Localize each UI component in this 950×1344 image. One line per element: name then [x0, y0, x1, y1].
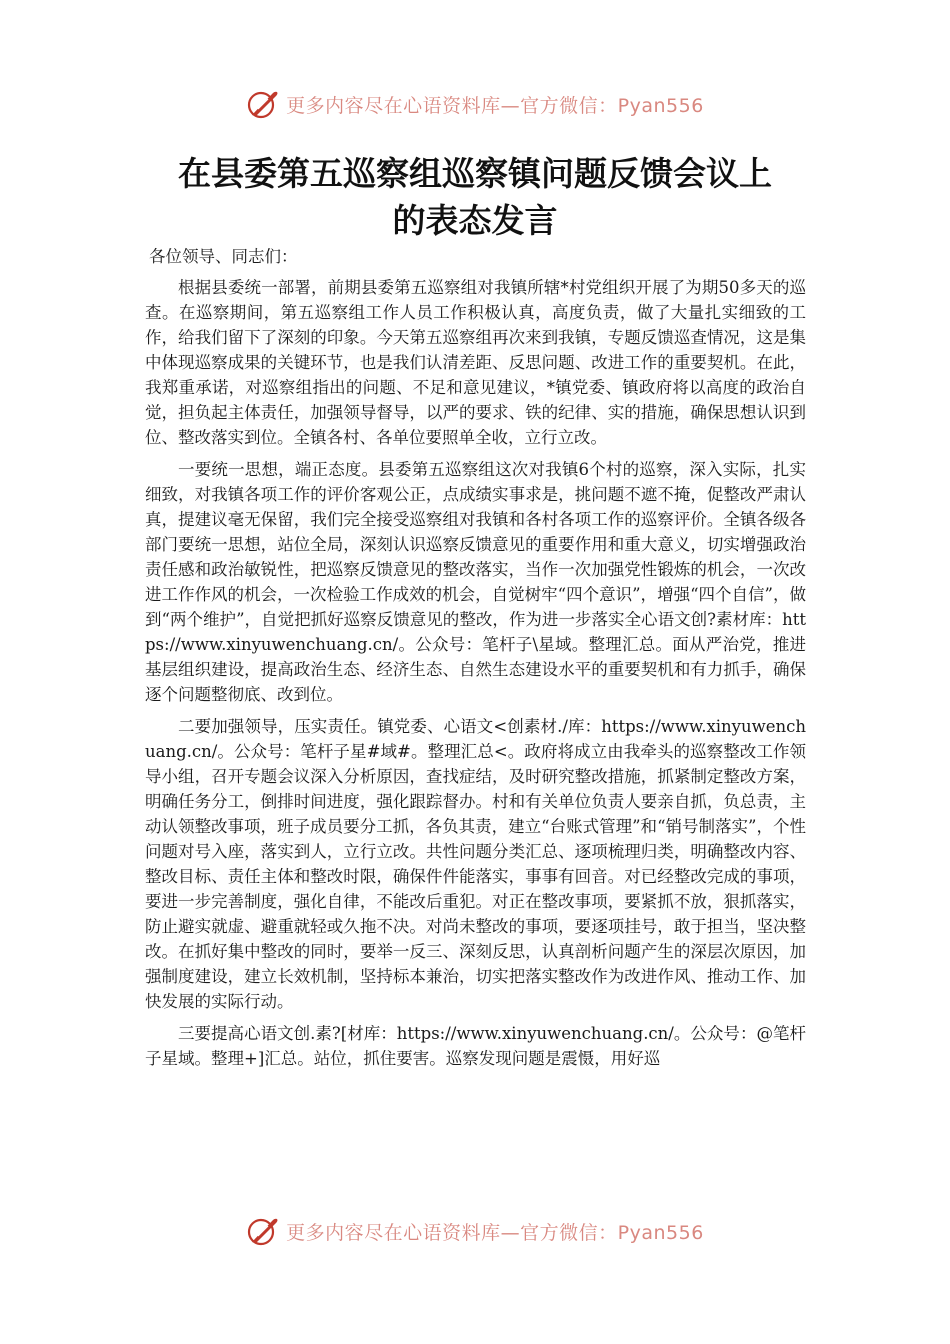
salutation: 各位领导、同志们：	[149, 247, 298, 266]
document-title	[60, 150, 890, 244]
paragraph-point-3: 三要提高心语文创.素?[材库：https://www.xinyuwenchuang.cn/。公众号：@笔杆子星域。整理+]汇总。站位，抓住要害。巡察发现问题是震慑，用好巡	[145, 1024, 806, 1068]
banner-text: 更多内容尽在心语资料库—官方微信：Pyan556	[286, 94, 704, 117]
header-banner	[0, 84, 950, 124]
quill-pen-icon	[246, 87, 280, 121]
paragraph-point-2: 二要加强领导，压实责任。镇党委、心语文<创素材./库：https://www.xinyuwenchuang.cn/。公众号：笔杆子星#域#。整理汇总<。政府将成立由我牵头的巡察整改工作领导小组，召开专题会议深入分析原因，查找症结，及时研究整改措施，抓紧制定整改方案，明确任务分工，倒排时间进度，强化跟踪督办。村和有关单位负责人要亲自抓，负总责，主动认领整改事项，班子成员要分工抓，各负其责，建立“台账式管理”和“销号制落实”，个性问题对号入座，落实到人，立行立改。共性问题分类汇总、逐项梳理归类，明确整改内容、整改目标、责任主体和整改时限，确保件件能落实，事事有回音。对已经整改完成的事项，要进一步完善制度，强化自律，不能改后重犯。对正在整改事项，要紧抓不放，狠抓落实，防止避实就虚、避重就轻或久拖不决。对尚未整改的事项，要逐项挂号，敢于担当，坚决整改。在抓好集中整改的同时，要举一反三、深刻反思，认真剖析问题产生的深层次原因，加强制度建设，建立长效机制，坚持标本兼治，切实把落实整改作为改进作风、推动工作、加快发展的实际行动。	[145, 717, 806, 1011]
title-line-1: 在县委第五巡察组巡察镇问题反馈会议上	[178, 154, 772, 193]
document-body	[145, 244, 806, 1078]
paragraph-point-1: 一要统一思想，端正态度。县委第五巡察组这次对我镇6个村的巡察，深入实际，扎实细致，对我镇各项工作的评价客观公正，点成绩实事求是，挑问题不遮不掩，促整改严肃认真，提建议毫无保留，我们完全接受巡察组对我镇和各村各项工作的巡察评价。全镇各级各部门要统一思想，站位全局，深刻认识巡察反馈意见的重要作用和重大意义，切实增强政治责任感和政治敏锐性，把巡察反馈意见的整改落实，当作一次加强党性锻炼的机会，一次改进工作作风的机会，一次检验工作成效的机会，自觉树牢“四个意识”，增强“四个自信”，做到“两个维护”，自觉把抓好巡察反馈意见的整改，作为进一步落实全心语文创?素材库：https://www.xinyuwenchuang.cn/。公众号：笔杆子\星域。整理汇总。面从严治党，推进基层组织建设，提高政治生态、经济生态、自然生态建设水平的重要契机和有力抓手，确保逐个问题整彻底、改到位。	[145, 460, 806, 704]
banner-text: 更多内容尽在心语资料库—官方微信：Pyan556	[286, 1221, 704, 1244]
title-line-2: 的表态发言	[392, 201, 558, 240]
paragraph-intro: 根据县委统一部署，前期县委第五巡察组对我镇所辖*村党组织开展了为期50多天的巡查。在巡察期间，第五巡察组工作人员工作积极认真，高度负责，做了大量扎实细致的工作，给我们留下了深刻的印象。今天第五巡察组再次来到我镇，专题反馈巡查情况，这是集中体现巡察成果的关键环节，也是我们认清差距、反思问题、改进工作的重要契机。在此，我郑重承诺，对巡察组指出的问题、不足和意见建议，*镇党委、镇政府将以高度的政治自觉，担负起主体责任，加强领导督导，以严的要求、铁的纪律、实的措施，确保思想认识到位、整改落实到位。全镇各村、各单位要照单全收，立行立改。	[145, 278, 806, 447]
footer-banner	[0, 1211, 950, 1251]
quill-pen-icon	[246, 1214, 280, 1248]
